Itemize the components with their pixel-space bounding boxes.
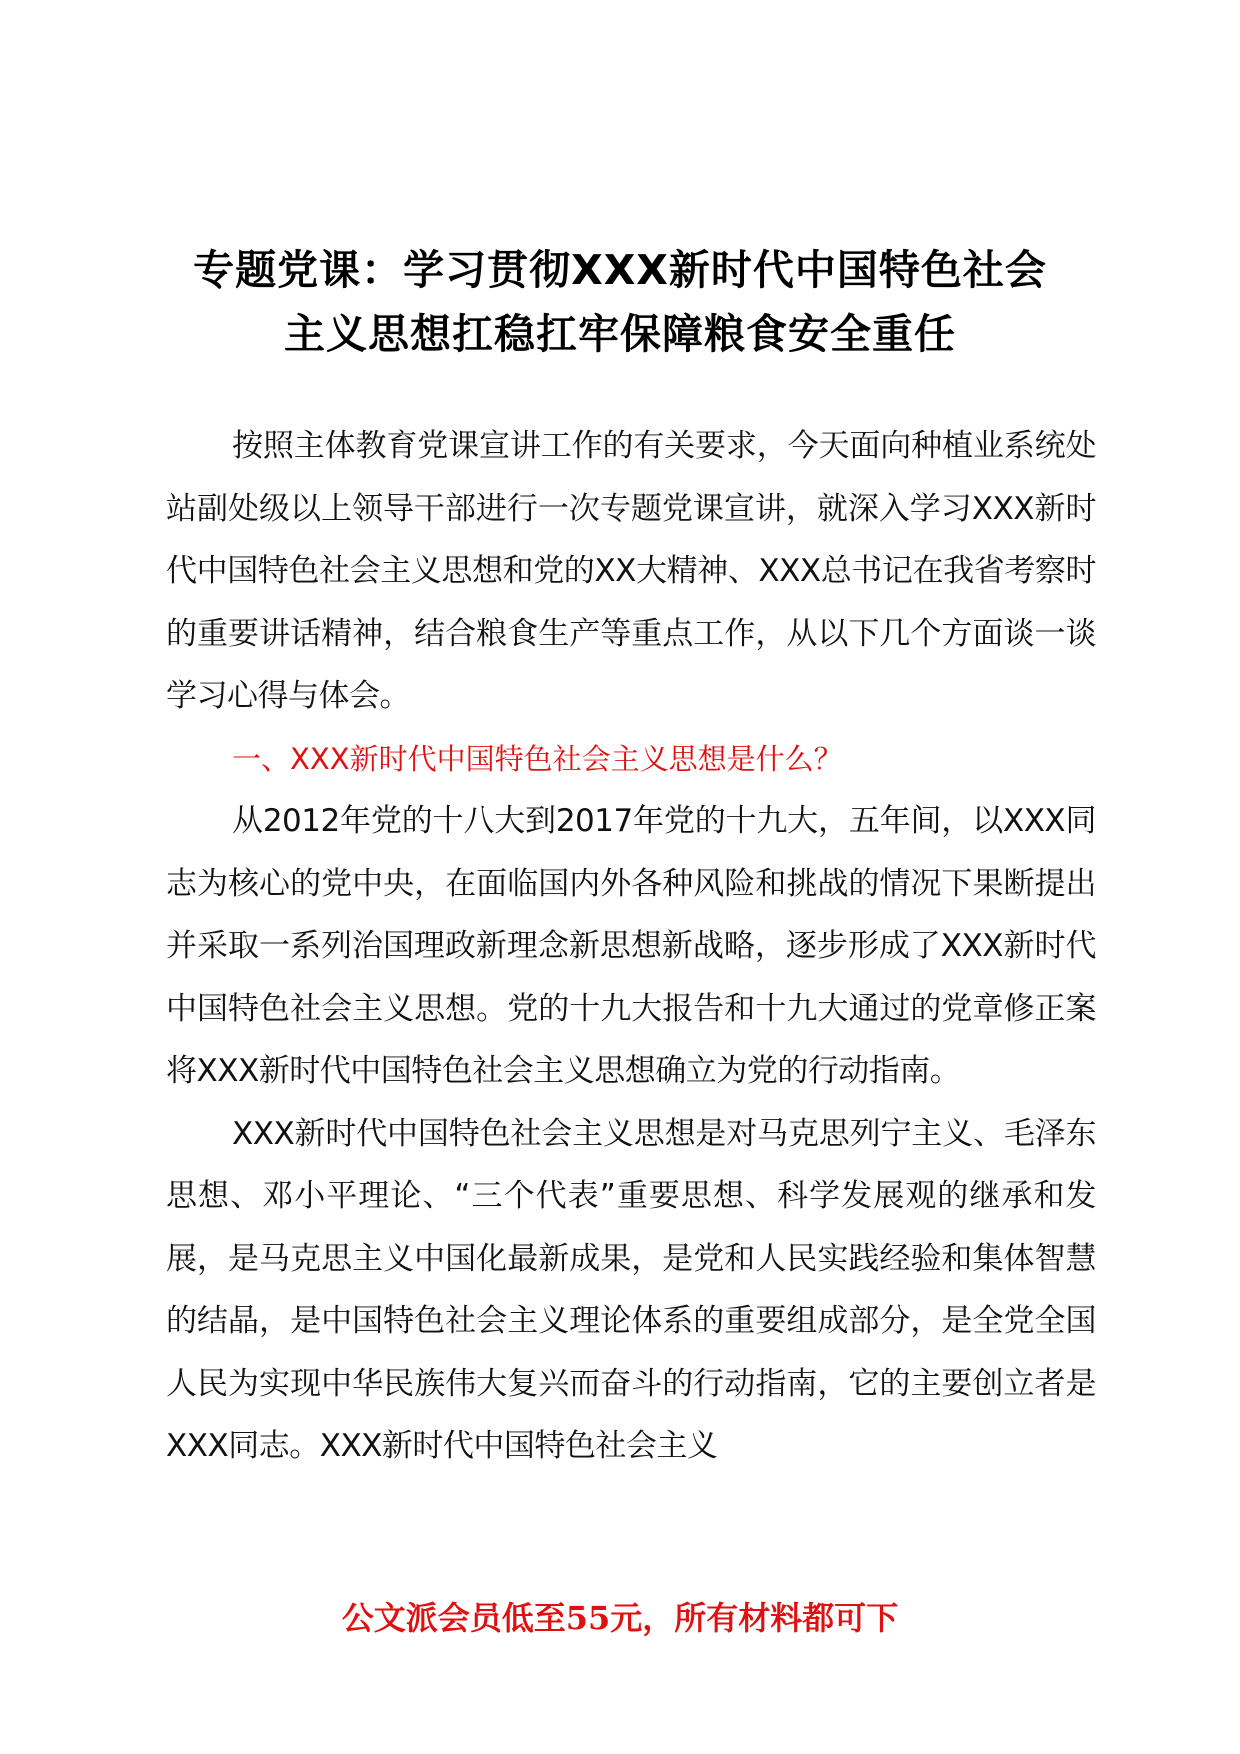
section-heading: 一、XXX新时代中国特色社会主义思想是什么？ (232, 741, 843, 776)
intro-paragraph: 按照主体教育党课宣讲工作的有关要求，今天面向种植业系统处站副处级以上领导干部进行一次专题党课宣讲，就深入学习XXX新时代中国特色社会主义思想和党的XX大精神、XXX总书记在我省考察时的重要讲话精神，结合粮食生产等重点工作，从以下几个方面谈一谈学习心得与体会。 (166, 428, 1096, 714)
body-paragraph-1: 从2012年党的十八大到2017年党的十九大，五年间，以XXX同志为核心的党中央，在面临国内外各种风险和挑战的情况下果断提出并采取一系列治国理政新理念新思想新战略，逐步形成了XXX新时代中国特色社会主义思想。党的十九大报告和十九大通过的党章修正案将XXX新时代中国特色社会主义思想确立为党的行动指南。 (166, 803, 1096, 1089)
title-line-1: 专题党课：学习贯彻XXX新时代中国特色社会 (193, 246, 1047, 294)
document-title (150, 238, 1090, 366)
promo-footer: 公文派会员低至55元，所有材料都可下 (341, 1599, 899, 1637)
title-line-2: 主义思想扛稳扛牢保障粮食安全重任 (284, 310, 956, 358)
body-paragraph-2: XXX新时代中国特色社会主义思想是对马克思列宁主义、毛泽东思想、邓小平理论、“三个代表”重要思想、科学发展观的继承和发展，是马克思主义中国化最新成果，是党和人民实践经验和集体智慧的结晶，是中国特色社会主义理论体系的重要组成部分，是全党全国人民为实现中华民族伟大复兴而奋斗的行动指南，它的主要创立者是XXX同志。XXX新时代中国特色社会主义 (166, 1115, 1096, 1464)
document-body (166, 415, 1096, 1478)
